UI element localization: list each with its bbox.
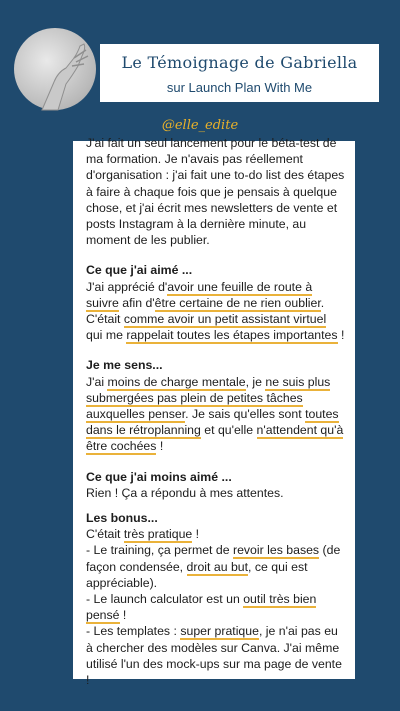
bonus-line-2: - Le training, ça permet de revoir les bases (de façon condensée, droit au but, ce qui est appréciable).: [86, 543, 341, 590]
bonus-line-4: - Les templates : super pratique, je n'ai pas eu à chercher des modèles sur Canva. J'ai même utilisé l'un des mock-ups sur ma page de vente !: [86, 624, 342, 688]
bonus-line-3: - Le launch calculator est un outil très bien pensé !: [86, 592, 317, 623]
highlight: ne suis plus submergées pas plein de petites tâches auxquelles penser: [86, 374, 331, 422]
testimonial-card: [73, 136, 355, 688]
highlight: très pratique: [123, 527, 193, 542]
intro-paragraph: J'ai fait un seul lancement pour le béta-test de ma formation. Je n'avais pas réellement d'organisation : j'ai fait une to-do list des étapes à faire à chaque fois que je pensais à quelque chose, et j'ai écrit mes newsletters de vente et posts Instagram à la dernière minute, au moment de les publier.: [86, 136, 345, 248]
heading-feel: Je me sens...: [86, 358, 163, 373]
hand-illustration: [14, 28, 96, 110]
highlight: être certaine de ne rien oublier: [154, 295, 321, 310]
feel-paragraph: J'ai moins de charge mentale, je ne suis plus submergées pas plein de petites tâches auxquelles penser. Je sais qu'elles sont toutes dans le rétroplanning et qu'elle n'attendent qu'à être cochées !: [86, 374, 344, 454]
highlight: rappelait toutes les étapes importantes: [126, 328, 338, 343]
heading-liked: Ce que j'ai aimé ...: [86, 263, 193, 278]
profile-photo: [14, 28, 96, 110]
heading-disliked: Ce que j'ai moins aimé ...: [86, 469, 232, 484]
disliked-paragraph: Rien ! Ça a répondu à mes attentes.: [86, 485, 284, 500]
page-subtitle: sur Launch Plan With Me: [166, 80, 313, 95]
highlight: n'attendent qu'à être cochées: [86, 423, 344, 454]
highlight: droit au but: [186, 559, 249, 574]
bonus-line-1: C'était très pratique !: [86, 527, 200, 542]
liked-paragraph: J'ai apprécié d'avoir une feuille de route à suivre afin d'être certaine de ne rien oublier. C'était comme avoir un petit assistant virtuel qui me rappelait toutes les étapes importantes !: [86, 279, 345, 343]
highlight: super pratique: [180, 624, 259, 639]
heading-bonus: Les bonus...: [86, 511, 158, 526]
highlight: revoir les bases: [232, 543, 320, 558]
instagram-handle: @elle_edite: [161, 118, 239, 133]
highlight: toutes dans le rétroplanning: [86, 407, 339, 438]
page-title: Le Témoignage de Gabriella: [121, 53, 358, 72]
highlight: avoir une feuille de route à suivre: [86, 279, 313, 310]
title-banner: [100, 44, 379, 102]
highlight: moins de charge mentale: [107, 374, 246, 389]
highlight: outil très bien pensé: [86, 592, 317, 623]
highlight: comme avoir un petit assistant virtuel: [123, 312, 327, 327]
